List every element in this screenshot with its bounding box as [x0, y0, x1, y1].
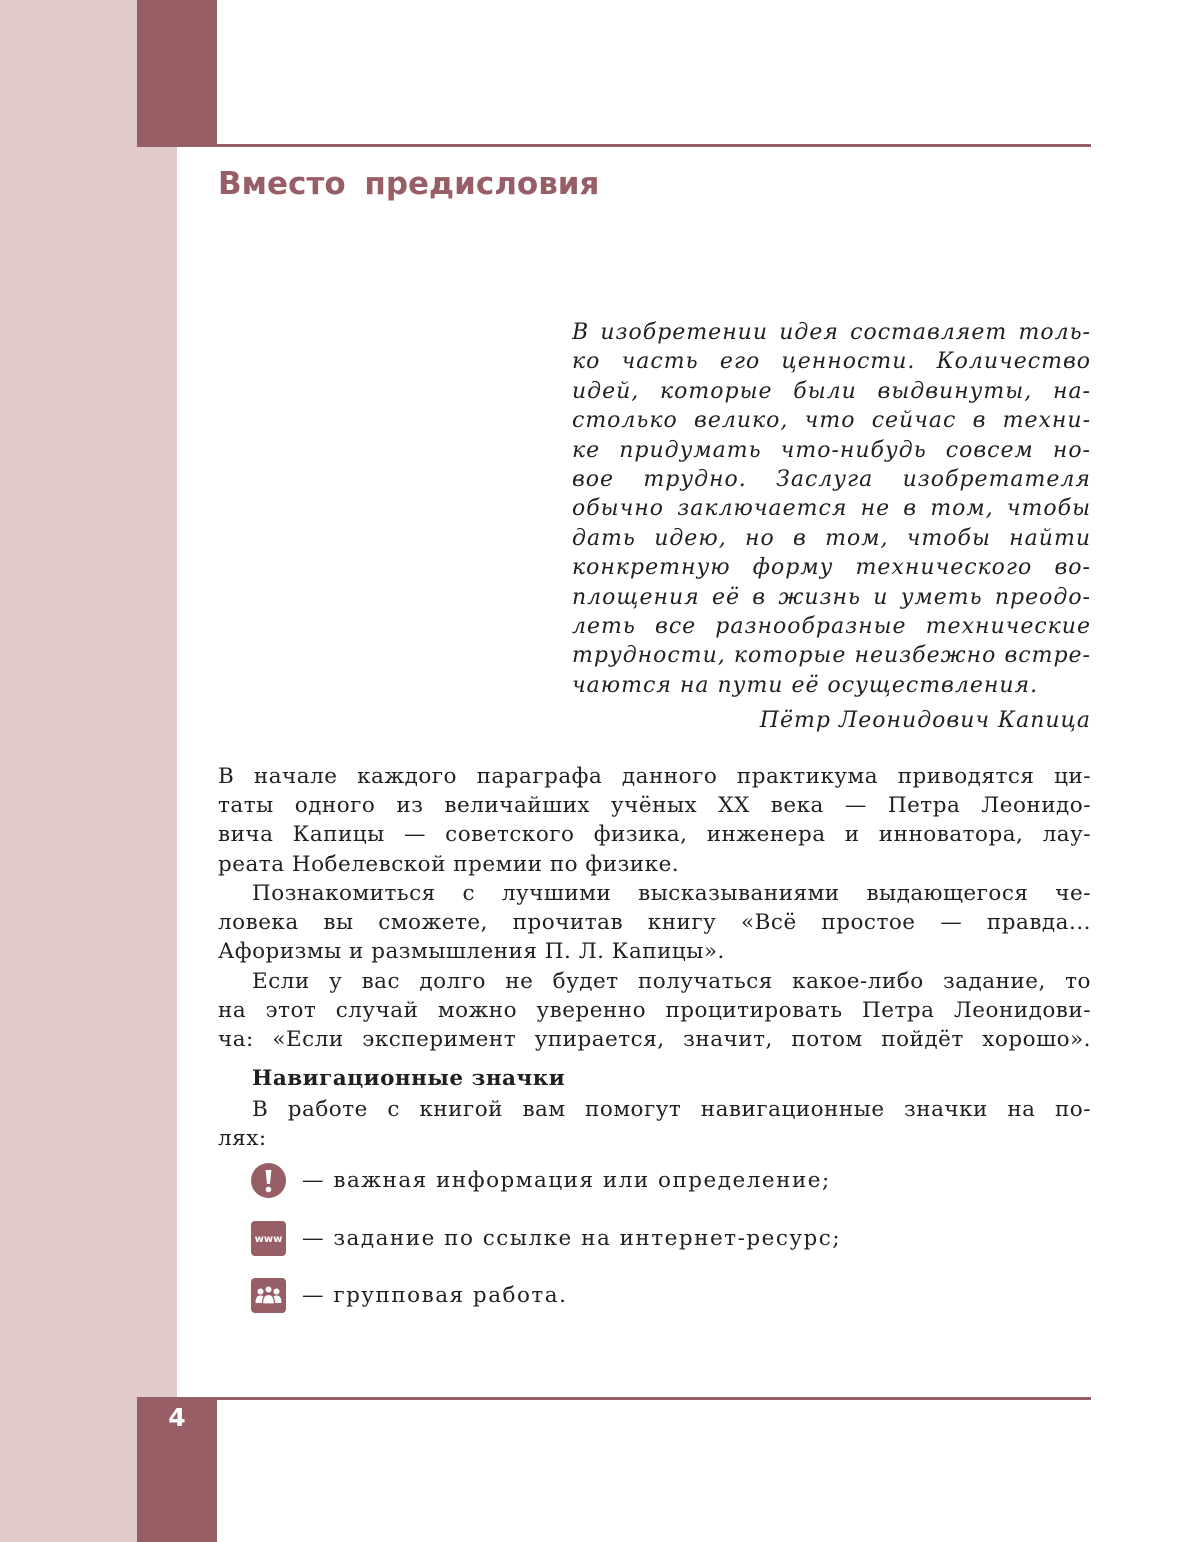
epigraph-line: столько велико, что сейчас в техни- [572, 408, 1091, 434]
epigraph-quote [572, 318, 1091, 700]
epigraph-line: трудности, которые неизбежно встре- [572, 643, 1091, 669]
paragraph-line: Афоризмы и размышления П. Л. Капицы». [218, 939, 725, 965]
epigraph-line: обычно заключается не в том, чтобы [572, 496, 1091, 522]
paragraph-line: В работе с книгой вам помогут навигационные значки на по- [252, 1097, 1091, 1122]
epigraph-line: вое трудно. Заслуга изобретателя [572, 467, 1091, 493]
page-number: 4 [168, 1403, 186, 1432]
paragraph-line: ча: «Если эксперимент упирается, значит, потом пойдёт хорошо». [218, 1027, 1091, 1053]
epigraph-line: идей, которые были выдвинуты, на- [572, 378, 1091, 404]
paragraph-line: лях: [218, 1126, 267, 1152]
navigation-heading: Навигационные значки [252, 1066, 566, 1091]
paragraph-line: ловека вы сможете, прочитав книгу «Всё простое — правда... [218, 910, 1091, 936]
epigraph-line: чаются на пути её осуществления. [572, 672, 1039, 698]
paragraph-line: реата Нобелевской премии по физике. [218, 851, 680, 877]
nav-legend-item [251, 1277, 567, 1313]
paragraph-line: Познакомиться с лучшими высказываниями выдающегося че- [252, 881, 1091, 906]
epigraph-line: ко часть его ценности. Количество [572, 349, 1091, 375]
footer-rule [217, 1397, 1091, 1400]
paragraph-line: В начале каждого параграфа данного практикума приводятся ци- [218, 764, 1091, 789]
exclamation-icon [251, 1163, 286, 1198]
body-paragraph [218, 762, 1091, 879]
page-margin [0, 0, 177, 1542]
nav-legend-item [251, 1220, 841, 1256]
paragraph-line: таты одного из величайших учёных XX века — Петра Леонидо- [218, 793, 1091, 819]
top-margin-tab [137, 0, 217, 147]
www-icon [251, 1221, 286, 1256]
page-title: Вместо предисловия [218, 166, 600, 202]
paragraph-line: Если у вас долго не будет получаться какое-либо задание, то [252, 969, 1091, 994]
nav-legend-text: — важная информация или определение; [302, 1167, 831, 1193]
paragraph-line: на этот случай можно уверенно процитировать Петра Леонидови- [218, 998, 1091, 1024]
nav-legend-text: — задание по ссылке на интернет-ресурс; [302, 1225, 842, 1251]
epigraph-line: дать идею, но в том, чтобы найти [572, 525, 1091, 551]
nav-legend-item [251, 1162, 831, 1198]
body-paragraph [218, 879, 1091, 967]
epigraph-line: площения её в жизнь и уметь преодо- [572, 584, 1091, 610]
www-icon-label: www [254, 1233, 283, 1245]
epigraph-line: ке придумать что-нибудь совсем но- [572, 437, 1091, 463]
header-rule [217, 144, 1091, 147]
navigation-intro [218, 1095, 1091, 1153]
paragraph-line: вича Капицы — советского физика, инженера и инноватора, лау- [218, 822, 1091, 848]
epigraph-line: В изобретении идея составляет толь- [572, 320, 1091, 345]
nav-legend-text: — групповая работа. [302, 1282, 568, 1308]
epigraph-line: конкретную форму технического во- [572, 555, 1091, 581]
group-icon [251, 1278, 286, 1313]
epigraph-line: леть все разнообразные технические [572, 614, 1091, 640]
body-paragraph [218, 967, 1091, 1055]
epigraph-author: Пётр Леонидович Капица [759, 708, 1091, 733]
